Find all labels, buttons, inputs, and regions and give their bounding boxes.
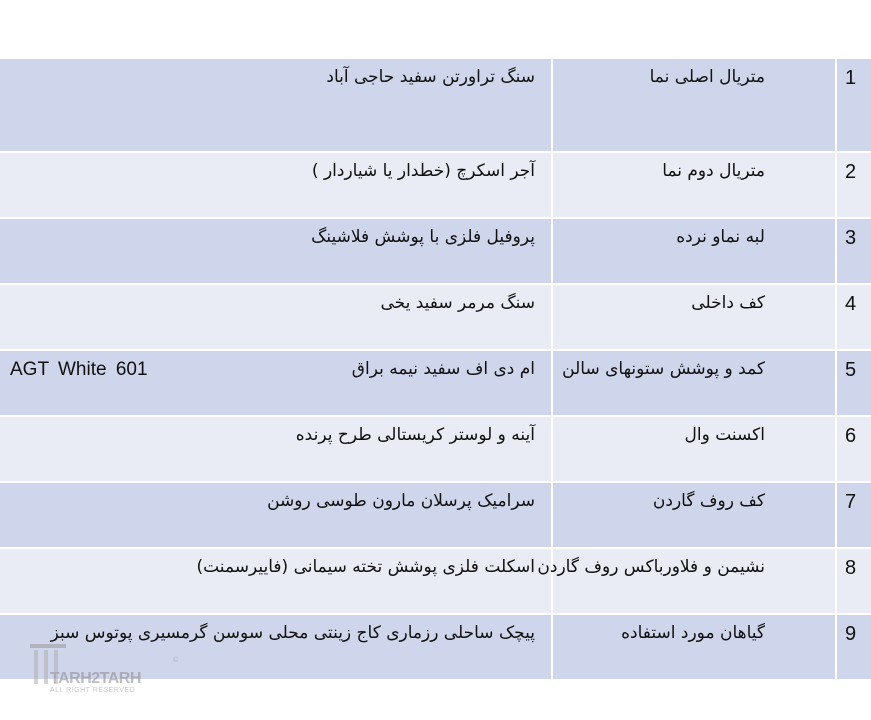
row-number-cell	[835, 351, 871, 415]
row-number: 7	[845, 491, 857, 513]
item-cell	[551, 417, 835, 481]
table-row	[0, 417, 871, 483]
item-name: متریال دوم نما	[662, 161, 765, 181]
row-number-cell	[835, 615, 871, 679]
row-number: 4	[845, 293, 857, 315]
item-cell	[551, 59, 835, 151]
row-number: 6	[845, 425, 857, 447]
row-number-cell	[835, 549, 871, 613]
product-code: AGT White 601	[10, 359, 148, 380]
table-row	[0, 549, 871, 615]
description-cell	[0, 59, 551, 151]
row-number: 9	[845, 623, 857, 645]
row-number-cell	[835, 483, 871, 547]
row-number-cell	[835, 219, 871, 283]
item-name: نشیمن و فلاورباکس روف گاردن	[537, 557, 765, 577]
table-row	[0, 219, 871, 285]
item-cell	[537, 549, 835, 613]
materials-table	[0, 58, 871, 681]
description-cell	[0, 351, 551, 415]
table-row	[0, 483, 871, 549]
watermark-brand: TARH2TARH	[50, 670, 141, 687]
watermark-logo	[28, 640, 188, 695]
description-cell	[0, 285, 551, 349]
row-number-cell	[835, 417, 871, 481]
row-number: 5	[845, 359, 857, 381]
description-cell	[0, 549, 551, 613]
table-row	[0, 285, 871, 351]
row-number: 8	[845, 557, 857, 579]
item-description: سنگ تراورتن سفید حاجی آباد	[326, 67, 535, 87]
item-name: لبه نماو نرده	[676, 227, 765, 247]
item-description: سرامیک پرسلان مارون طوسی روشن	[267, 491, 535, 511]
item-description: ام دی اف سفید نیمه براق	[351, 359, 535, 379]
item-cell	[551, 483, 835, 547]
description-cell	[0, 153, 551, 217]
item-name: کف روف گاردن	[652, 491, 765, 511]
row-number-cell	[835, 59, 871, 151]
copyright-mark: ©	[173, 657, 179, 664]
item-cell	[551, 285, 835, 349]
item-description: سنگ مرمر سفید یخی	[380, 293, 535, 313]
row-number-cell	[835, 285, 871, 349]
item-description: آجر اسکرچ (خطدار یا شیاردار )	[311, 161, 535, 181]
item-description: آینه و لوستر کریستالی طرح پرنده	[295, 425, 535, 445]
item-cell	[551, 153, 835, 217]
row-number: 3	[845, 227, 857, 249]
table-row	[0, 351, 871, 417]
item-name: اکسنت وال	[684, 425, 765, 445]
item-cell	[551, 615, 835, 679]
item-description: اسکلت فلزی پوشش تخته سیمانی (فاییرسمنت)	[196, 557, 535, 577]
item-name: گیاهان مورد استفاده	[621, 623, 765, 643]
item-description: پروفیل فلزی با پوشش فلاشینگ	[311, 227, 535, 247]
item-cell	[551, 351, 835, 415]
table-row	[0, 59, 871, 153]
table-row	[0, 153, 871, 219]
row-number: 2	[845, 161, 857, 183]
description-cell	[0, 219, 551, 283]
item-name: متریال اصلی نما	[649, 67, 765, 87]
item-description: پیچک ساحلی رزماری کاج زینتی محلی سوسن گرمسیری پوتوس سبز	[50, 623, 535, 643]
row-number-cell	[835, 153, 871, 217]
item-cell	[551, 219, 835, 283]
description-cell	[0, 417, 551, 481]
item-name: کف داخلی	[691, 293, 765, 313]
row-number: 1	[845, 67, 857, 89]
watermark-tagline: ALL RIGHT RESERVED	[50, 687, 136, 694]
description-cell	[0, 483, 551, 547]
item-name: کمد و پوشش ستونهای سالن	[562, 359, 765, 379]
